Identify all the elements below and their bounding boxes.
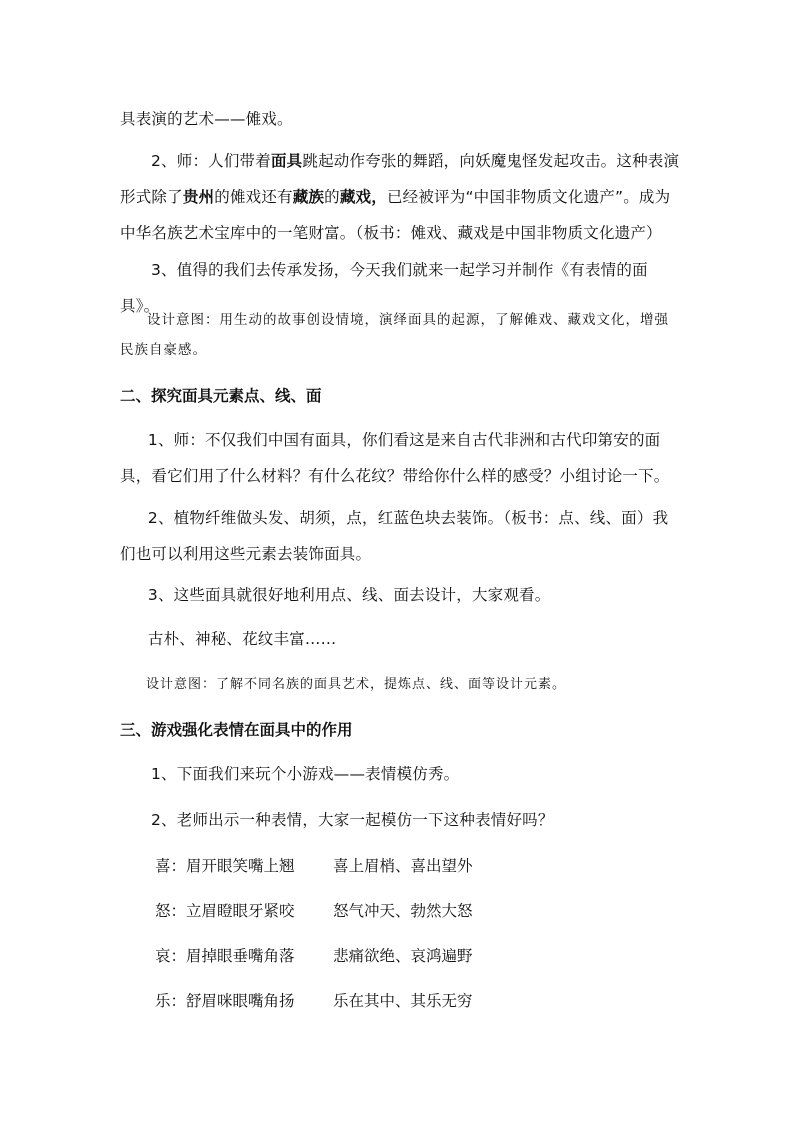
emotion-row-anger bbox=[155, 900, 473, 922]
section2-paragraph-4: 古朴、神秘、花纹丰富…… bbox=[147, 630, 337, 648]
emotion-row-sorrow bbox=[155, 945, 473, 967]
text-line-top: 具表演的艺术——傩戏。 bbox=[120, 110, 293, 128]
p2-bold-zangxi: 藏戏， bbox=[339, 188, 387, 206]
design-note-1: 设计意图：用生动的故事创设情境，演绎面具的起源，了解傩戏、藏戏文化，增强民族自豪感。 bbox=[120, 312, 669, 358]
p2-text-a: 2、师：人们带着 bbox=[151, 152, 271, 170]
emotion-description: 喜：眉开眼笑嘴上翘 bbox=[155, 857, 295, 875]
emotion-row-joy bbox=[155, 855, 473, 877]
section2-paragraph-3: 3、这些面具就很好地利用点、线、面去设计，大家观看。 bbox=[147, 586, 551, 604]
section2-paragraph-1: 1、师：不仅我们中国有面具，你们看这是来自古代非洲和古代印第安的面具，看它们用了什么材料？有什么花纹？带给你什么样的感受？小组讨论一下。 bbox=[120, 431, 670, 485]
emotion-description: 怒：立眉瞪眼牙紧咬 bbox=[155, 902, 295, 920]
section3-paragraph-2: 2、老师出示一种表情，大家一起模仿一下这种表情好吗？ bbox=[151, 811, 554, 829]
paragraph-teacher-2 bbox=[120, 143, 680, 251]
emotion-idioms: 乐在其中、其乐无穷 bbox=[333, 992, 473, 1010]
emotion-row-happiness bbox=[155, 990, 473, 1012]
p2-bold-guizhou: 贵州 bbox=[182, 188, 215, 206]
emotion-description: 哀：眉掉眼垂嘴角落 bbox=[155, 947, 295, 965]
emotion-idioms: 悲痛欲绝、哀鸿遍野 bbox=[333, 947, 473, 965]
p2-bold-mask: 面具 bbox=[270, 152, 303, 170]
section3-paragraph-1: 1、下面我们来玩个小游戏——表情模仿秀。 bbox=[151, 765, 460, 783]
emotion-idioms: 怒气冲天、勃然大怒 bbox=[333, 902, 473, 920]
p2-text-e: 的 bbox=[324, 188, 340, 206]
paragraph-3: 3、值得的我们去传承发扬，今天我们就来一起学习并制作《有表情的面具》。 bbox=[120, 261, 648, 315]
section-heading-3: 三、游戏强化表情在面具中的作用 bbox=[120, 721, 353, 739]
p2-text-f: 已经被评为“中国非物质文化遗产”。成为中华名族艺术宝库中的一笔财富。（板书：傩戏、藏戏是中国非物质文化遗产） bbox=[120, 188, 671, 242]
section-heading-2: 二、探究面具元素点、线、面 bbox=[120, 387, 322, 405]
design-note-2: 设计意图：了解不同名族的面具艺术，提炼点、线、面等设计元素。 bbox=[146, 677, 567, 692]
section2-paragraph-2: 2、植物纤维做头发、胡须，点，红蓝色块去装饰。（板书：点、线、面）我们也可以利用这些元素去装饰面具。 bbox=[120, 509, 669, 563]
emotion-description: 乐：舒眉咪眼嘴角扬 bbox=[155, 992, 295, 1010]
p2-text-d: 的傩戏还有 bbox=[214, 188, 293, 206]
emotion-idioms: 喜上眉梢、喜出望外 bbox=[333, 857, 473, 875]
p2-text-c: 跳起动作夸张的舞蹈，向妖魔鬼怪发起攻击。这种表演形式除了 bbox=[120, 152, 680, 206]
p2-bold-zangzu: 藏族 bbox=[292, 188, 325, 206]
